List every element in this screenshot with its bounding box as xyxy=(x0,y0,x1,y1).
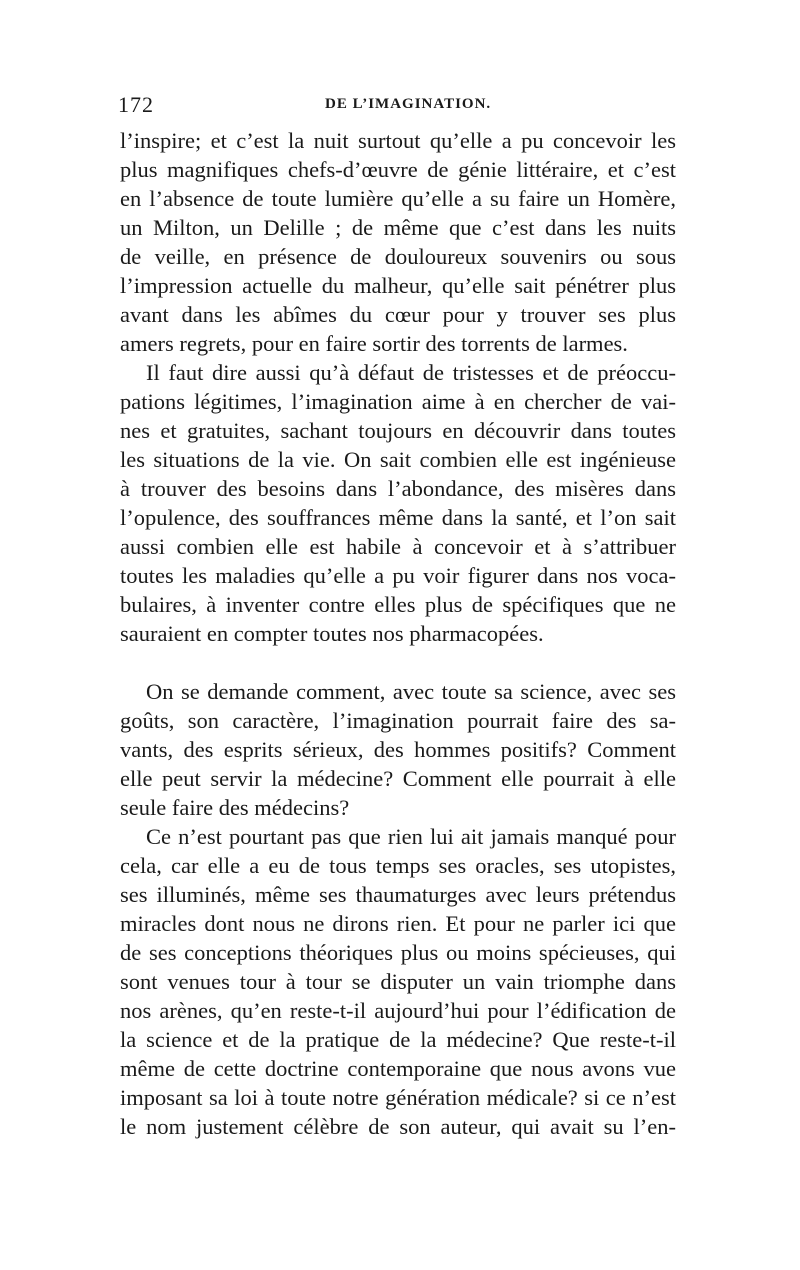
text-line: elle peut servir la médecine? Comment elle pourrait à elle xyxy=(120,766,676,791)
text-line: même de cette doctrine contemporaine que nous avons vue xyxy=(120,1056,676,1081)
text-line: un Milton, un Delille ; de même que c’est dans les nuits xyxy=(120,215,676,240)
text-line: nes et gratuites, sachant toujours en découvrir dans toutes xyxy=(120,418,676,443)
paragraph-3 xyxy=(120,677,676,822)
text-line: amers regrets, pour en faire sortir des torrents de larmes. xyxy=(120,331,628,356)
running-head: DE L’IMAGINATION. xyxy=(325,96,492,112)
text-line: ses illuminés, même ses thaumaturges avec leurs prétendus xyxy=(120,882,676,907)
text-line: sont venues tour à tour se disputer un vain triomphe dans xyxy=(120,969,676,994)
text-line: en l’absence de toute lumière qu’elle a su faire un Homère, xyxy=(120,186,676,211)
text-line: goûts, son caractère, l’imagination pourrait faire des sa- xyxy=(120,708,676,733)
text-line: de veille, en présence de douloureux souvenirs ou sous xyxy=(120,244,676,269)
paragraph-1 xyxy=(120,126,676,358)
text-line: seule faire des médecins? xyxy=(120,795,350,820)
text-line: Il faut dire aussi qu’à défaut de tristesses et de préoccu- xyxy=(146,360,676,385)
text-line: cela, car elle a eu de tous temps ses oracles, ses utopistes, xyxy=(120,853,676,878)
text-line: plus magnifiques chefs-d’œuvre de génie littéraire, et c’est xyxy=(120,157,676,182)
text-line: nos arènes, qu’en reste-t-il aujourd’hui pour l’édification de xyxy=(120,998,676,1023)
text-line: le nom justement célèbre de son auteur, qui avait su l’en- xyxy=(120,1114,676,1139)
text-line: bulaires, à inventer contre elles plus de spécifiques que ne xyxy=(120,592,676,617)
text-line: Ce n’est pourtant pas que rien lui ait jamais manqué pour xyxy=(146,824,676,849)
text-line: aussi combien elle est habile à concevoir et à s’attribuer xyxy=(120,534,676,559)
paragraph-2 xyxy=(120,358,676,648)
text-line: On se demande comment, avec toute sa science, avec ses xyxy=(146,679,676,704)
text-line: vants, des esprits sérieux, des hommes positifs? Comment xyxy=(120,737,676,762)
text-line: l’opulence, des souffrances même dans la santé, et l’on sait xyxy=(120,505,676,530)
paragraph-4 xyxy=(120,822,676,1141)
page-number: 172 xyxy=(118,92,154,117)
text-line: toutes les maladies qu’elle a pu voir figurer dans nos voca- xyxy=(120,563,676,588)
text-line: sauraient en compter toutes nos pharmacopées. xyxy=(120,621,544,646)
text-line: les situations de la vie. On sait combien elle est ingénieuse xyxy=(120,447,676,472)
page-header xyxy=(118,92,678,120)
text-line: pations légitimes, l’imagination aime à en chercher de vai- xyxy=(120,389,676,414)
text-line: imposant sa loi à toute notre génération médicale? si ce n’est xyxy=(120,1085,676,1110)
text-line: l’impression actuelle du malheur, qu’elle sait pénétrer plus xyxy=(120,273,676,298)
text-line: avant dans les abîmes du cœur pour y trouver ses plus xyxy=(120,302,676,327)
text-line: à trouver des besoins dans l’abondance, des misères dans xyxy=(120,476,676,501)
text-line: l’inspire; et c’est la nuit surtout qu’elle a pu concevoir les xyxy=(120,128,676,153)
text-line: miracles dont nous ne dirons rien. Et pour ne parler ici que xyxy=(120,911,676,936)
text-line: de ses conceptions théoriques plus ou moins spécieuses, qui xyxy=(120,940,676,965)
text-line: la science et de la pratique de la médecine? Que reste-t-il xyxy=(120,1027,676,1052)
